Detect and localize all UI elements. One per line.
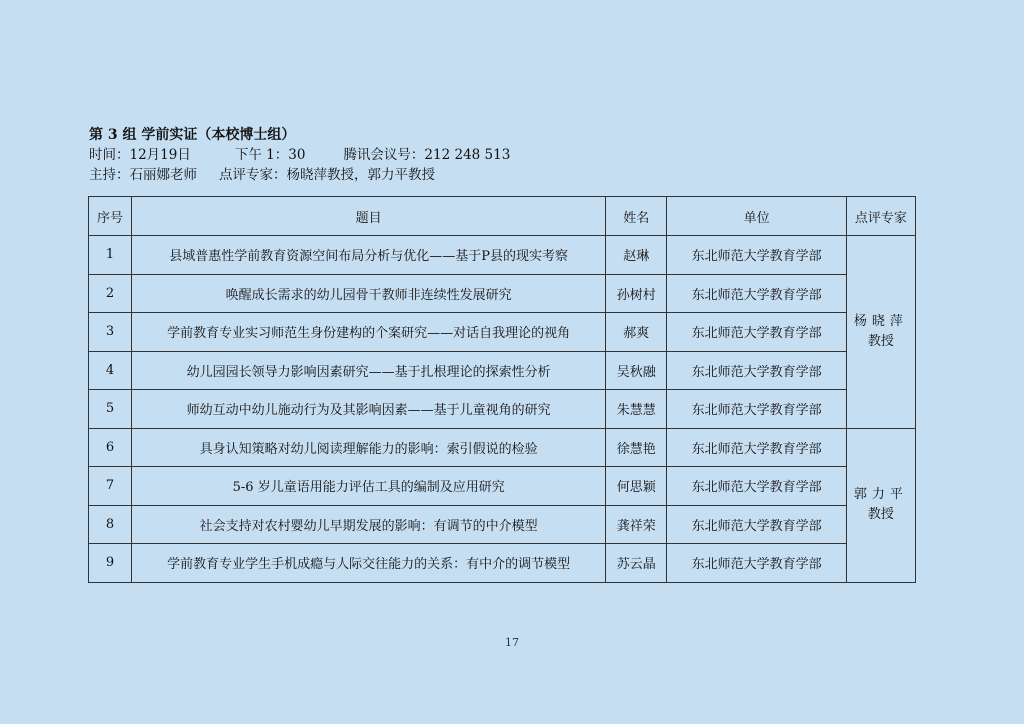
row-unit: 东北师范大学教育学部 <box>667 390 846 429</box>
header-topic: 题目 <box>132 197 606 236</box>
header-no: 序号 <box>89 197 132 236</box>
row-no: 2 <box>89 274 132 313</box>
row-no: 1 <box>89 236 132 275</box>
row-no: 8 <box>89 505 132 544</box>
row-name: 龚祥荣 <box>606 505 667 544</box>
row-unit: 东北师范大学教育学部 <box>667 236 846 275</box>
header-unit: 单位 <box>667 197 846 236</box>
row-no: 5 <box>89 390 132 429</box>
meeting-id: 腾讯会议号：212 248 513 <box>343 147 511 163</box>
reviewer-name: 郭力平 <box>853 487 908 502</box>
session-host-line <box>89 165 510 185</box>
row-name: 吴秋融 <box>606 351 667 390</box>
table-header-row <box>89 197 916 236</box>
row-unit: 东北师范大学教育学部 <box>667 274 846 313</box>
row-name: 郝爽 <box>606 313 667 352</box>
row-unit: 东北师范大学教育学部 <box>667 351 846 390</box>
reviewer-title: 教授 <box>867 507 894 522</box>
table-row <box>89 274 916 313</box>
row-no: 9 <box>89 544 132 583</box>
row-name: 何思颖 <box>606 467 667 506</box>
row-unit: 东北师范大学教育学部 <box>667 313 846 352</box>
session-reviewers: 点评专家：杨晓萍教授，郭力平教授 <box>219 167 435 183</box>
reviewer-cell-2 <box>846 428 915 582</box>
table-row <box>89 313 916 352</box>
row-no: 7 <box>89 467 132 506</box>
page-number: 17 <box>505 636 519 649</box>
session-title: 第 3 组 学前实证（本校博士组） <box>89 127 296 143</box>
row-name: 苏云晶 <box>606 544 667 583</box>
row-topic: 社会支持对农村婴幼儿早期发展的影响：有调节的中介模型 <box>132 505 606 544</box>
reviewer-title: 教授 <box>867 333 894 349</box>
row-topic: 幼儿园园长领导力影响因素研究——基于扎根理论的探索性分析 <box>132 351 606 390</box>
row-no: 6 <box>89 428 132 467</box>
table-row <box>89 544 916 583</box>
row-topic: 具身认知策略对幼儿阅读理解能力的影响：索引假说的检验 <box>132 428 606 467</box>
session-date: 时间：12月19日 <box>89 147 191 163</box>
row-topic: 师幼互动中幼儿施动行为及其影响因素——基于儿童视角的研究 <box>132 390 606 429</box>
session-header <box>89 125 510 185</box>
row-no: 3 <box>89 313 132 352</box>
row-unit: 东北师范大学教育学部 <box>667 467 846 506</box>
row-no: 4 <box>89 351 132 390</box>
table-row <box>89 505 916 544</box>
row-topic: 学前教育专业实习师范生身份建构的个案研究——对话自我理论的视角 <box>132 313 606 352</box>
table-row <box>89 428 916 467</box>
schedule-table <box>88 196 916 583</box>
session-time-line <box>89 145 510 165</box>
header-name: 姓名 <box>606 197 667 236</box>
table-row <box>89 236 916 275</box>
table-row <box>89 351 916 390</box>
row-name: 徐慧艳 <box>606 428 667 467</box>
session-host: 主持：石丽娜老师 <box>89 167 197 183</box>
row-name: 孙树村 <box>606 274 667 313</box>
row-unit: 东北师范大学教育学部 <box>667 544 846 583</box>
row-topic: 县域普惠性学前教育资源空间布局分析与优化——基于P县的现实考察 <box>132 236 606 275</box>
row-topic: 唤醒成长需求的幼儿园骨干教师非连续性发展研究 <box>132 274 606 313</box>
table-row <box>89 467 916 506</box>
row-unit: 东北师范大学教育学部 <box>667 428 846 467</box>
table-row <box>89 390 916 429</box>
row-unit: 东北师范大学教育学部 <box>667 505 846 544</box>
reviewer-cell-1 <box>846 236 915 429</box>
row-topic: 5-6 岁儿童语用能力评估工具的编制及应用研究 <box>132 467 606 506</box>
row-name: 赵琳 <box>606 236 667 275</box>
header-reviewer: 点评专家 <box>846 197 915 236</box>
row-topic: 学前教育专业学生手机成瘾与人际交往能力的关系：有中介的调节模型 <box>132 544 606 583</box>
session-time: 下午 1：30 <box>234 147 306 163</box>
reviewer-name: 杨晓萍 <box>853 313 908 329</box>
row-name: 朱慧慧 <box>606 390 667 429</box>
